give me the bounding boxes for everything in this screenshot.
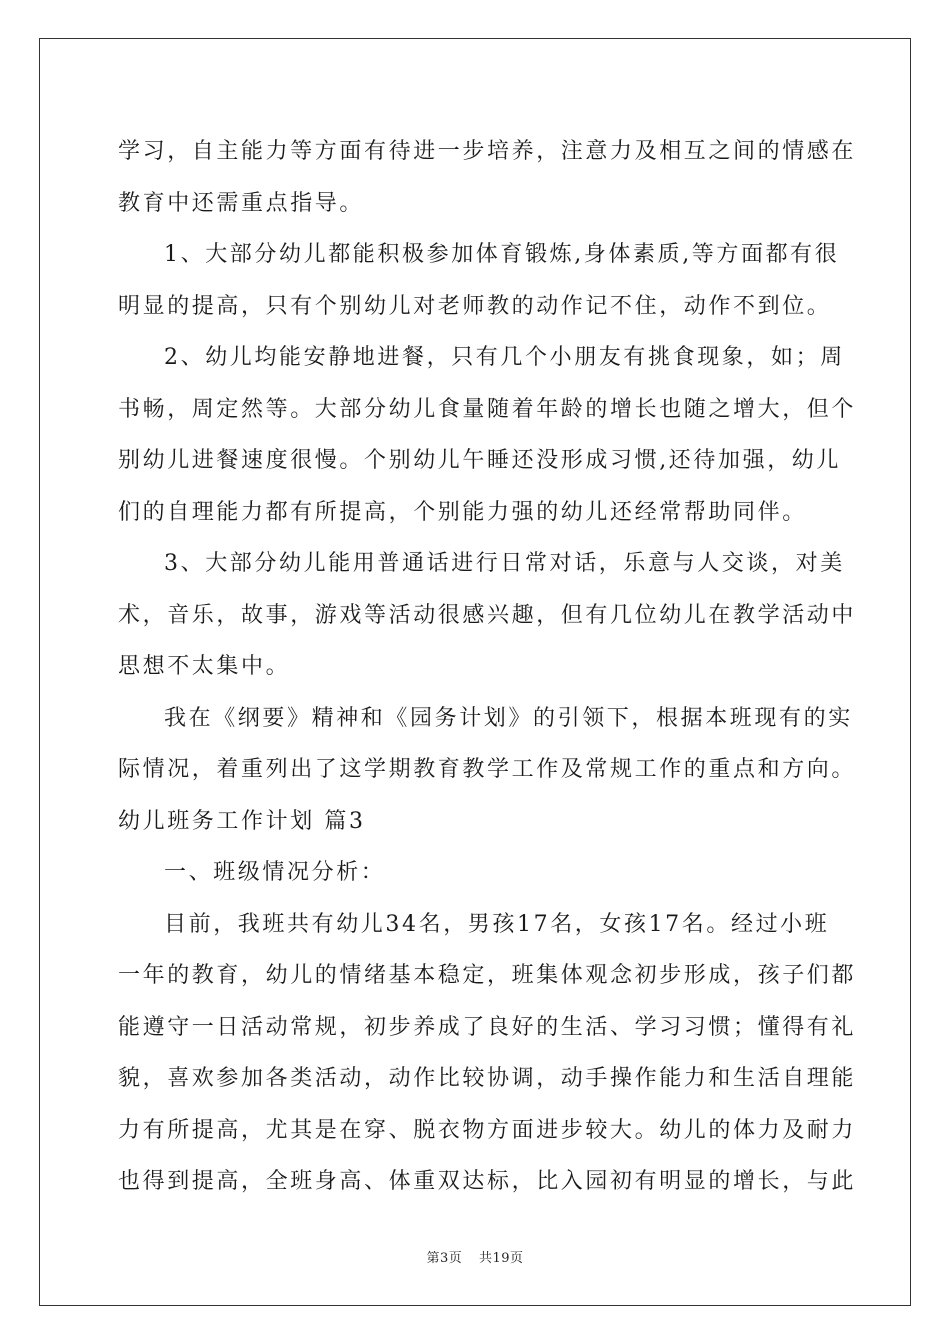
text-line: 也得到提高，全班身高、体重双达标，比入园初有明显的增长，与此 — [118, 1169, 857, 1194]
text-line: 3、大部分幼儿能用普通话进行日常对话，乐意与人交谈，对美 — [164, 551, 845, 576]
text-line: 貌，喜欢参加各类活动，动作比较协调，动手操作能力和生活自理能 — [118, 1066, 857, 1091]
text-line: 教育中还需重点指导。 — [118, 190, 365, 216]
text-line: 们的自理能力都有所提高，个别能力强的幼儿还经常帮助同伴。 — [118, 499, 807, 525]
text-line: 我在《纲要》精神和《园务计划》的引领下，根据本班现有的实 — [164, 705, 853, 731]
subsection-heading: 一、班级情况分析： — [164, 860, 386, 885]
text-line: 术，音乐，故事，游戏等活动很感兴趣，但有几位幼儿在教学活动中 — [118, 602, 857, 628]
text-line: 2、幼儿均能安静地进餐，只有几个小朋友有挑食现象，如；周 — [164, 345, 845, 370]
text-line: 别幼儿进餐速度很慢。个别幼儿午睡还没形成习惯,还待加强，幼儿 — [118, 448, 841, 473]
section-heading: 幼儿班务工作计划 篇3 — [118, 808, 366, 834]
text-line: 际情况，着重列出了这学期教育教学工作及常规工作的重点和方向。 — [118, 757, 857, 782]
text-line: 明显的提高，只有个别幼儿对老师教的动作记不住，动作不到位。 — [118, 293, 832, 319]
text-line: 能遵守一日活动常规，初步养成了良好的生活、学习习惯；懂得有礼 — [118, 1014, 857, 1040]
text-line: 目前，我班共有幼儿34名，男孩17名，女孩17名。经过小班 — [164, 911, 830, 937]
text-line: 思想不太集中。 — [118, 654, 291, 679]
page-total: 共19页 — [478, 1251, 524, 1266]
text-line: 1、大部分幼儿都能积极参加体育锻炼,身体素质,等方面都有很 — [164, 242, 840, 267]
page-number: 第3页 — [426, 1251, 463, 1266]
text-line: 力有所提高，尤其是在穿、脱衣物方面进步较大。幼儿的体力及耐力 — [118, 1117, 857, 1143]
text-line: 学习，自主能力等方面有待进一步培养，注意力及相互之间的情感在 — [118, 139, 857, 164]
text-line: 书畅，周定然等。大部分幼儿食量随着年龄的增长也随之增大，但个 — [118, 396, 857, 422]
document-body — [118, 126, 857, 1208]
page-footer — [0, 1247, 950, 1266]
text-line: 一年的教育，幼儿的情绪基本稳定，班集体观念初步形成，孩子们都 — [118, 963, 857, 988]
